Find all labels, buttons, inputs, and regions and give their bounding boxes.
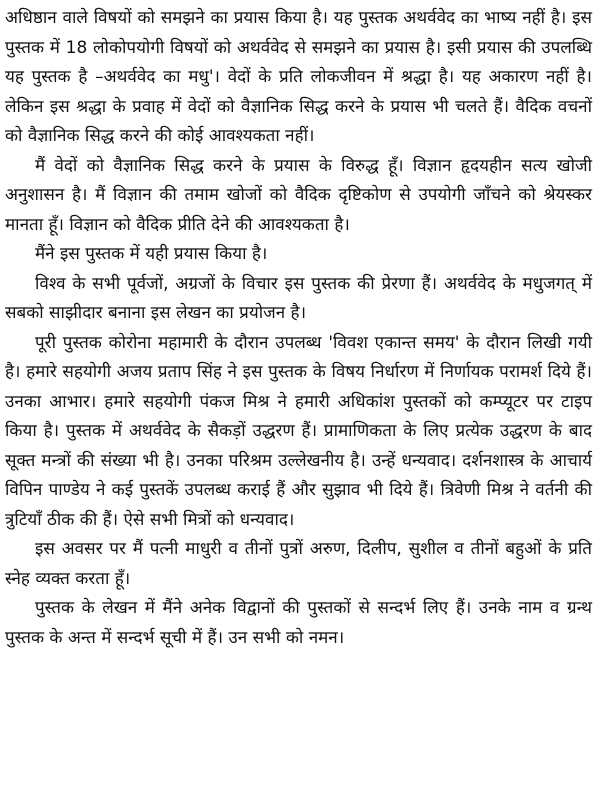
- paragraph-intro: अधिष्ठान वाले विषयों को समझने का प्रयास किया है। यह पुस्तक अथर्ववेद का भाष्य नहीं है। इस पुस्तक में 18 लोकोपयोगी विषयों को अथर्ववेद से समझने का प्रयास है। इसी प्रयास की उपलब्धि यह पुस्तक है –अथर्ववेद का मधु'। वेदों के प्रति लोकजीवन में श्रद्धा है। यह अकारण नहीं है। लेकिन इस श्रद्धा के प्रवाह में वेदों को वैज्ञानिक सिद्ध करने के प्रयास भी चलते हैं। वैदिक वचनों को वैज्ञानिक सिद्ध करने की कोई आवश्यकता नहीं।: [5, 8, 592, 146]
- paragraph-family: इस अवसर पर मैं पत्नी माधुरी व तीनों पुत्रों अरुण, दिलीप, सुशील व तीनों बहुओं के प्रति स्नेह व्यक्त करता हूँ।: [5, 539, 592, 589]
- paragraph-effort: मैंने इस पुस्तक में यही प्रयास किया है।: [35, 244, 268, 264]
- paragraph-references: पुस्तक के लेखन में मैंने अनेक विद्वानों की पुस्तकों से सन्दर्भ लिए हैं। उनके नाम व ग्रन्थ पुस्तक के अन्त में सन्दर्भ सूची में हैं। उन सभी को नमन।: [5, 598, 592, 648]
- paragraph-inspiration: विश्व के सभी पूर्वजों, अग्रजों के विचार इस पुस्तक की प्रेरणा हैं। अथर्ववेद के मधुजगत् में सबको साझीदार बनाना इस लेखन का प्रयोजन है।: [5, 273, 592, 323]
- paragraph-acknowledgements: पूरी पुस्तक कोरोना महामारी के दौरान उपलब्ध 'विवश एकान्त समय' के दौरान लिखी गयी है। हमारे सहयोगी अजय प्रताप सिंह ने इस पुस्तक के विषय निर्धारण में निर्णायक परामर्श दिये हैं। उनका आभार। हमारे सहयोगी पंकज मिश्र ने हमारी अधिकांश पुस्तकों को कम्प्यूटर पर टाइप किया है। पुस्तक में अथर्ववेद के सैकड़ों उद्धरण हैं। प्रामाणिकता के लिए प्रत्येक उद्धरण के बाद सूक्त मन्त्रों की संख्या भी है। उनका परिश्रम उल्लेखनीय है। उन्हें धन्यवाद। दर्शनशास्त्र के आचार्य विपिन पाण्डेय ने कई पुस्तकें उपलब्ध कराई हैं और सुझाव भी दिये हैं। त्रिवेणी मिश्र ने वर्तनी की त्रुटियाँ ठीक की हैं। ऐसे सभी मित्रों को धन्यवाद।: [5, 332, 592, 530]
- paragraph-science-view: मैं वेदों को वैज्ञानिक सिद्ध करने के प्रयास के विरुद्ध हूँ। विज्ञान हृदयहीन सत्य खोजी अनुशासन है। मैं विज्ञान की तमाम खोजों को वैदिक दृष्टिकोण से उपयोगी जाँचने को श्रेयस्कर मानता हूँ। विज्ञान को वैदिक प्रीति देने की आवश्यकता है।: [5, 155, 592, 235]
